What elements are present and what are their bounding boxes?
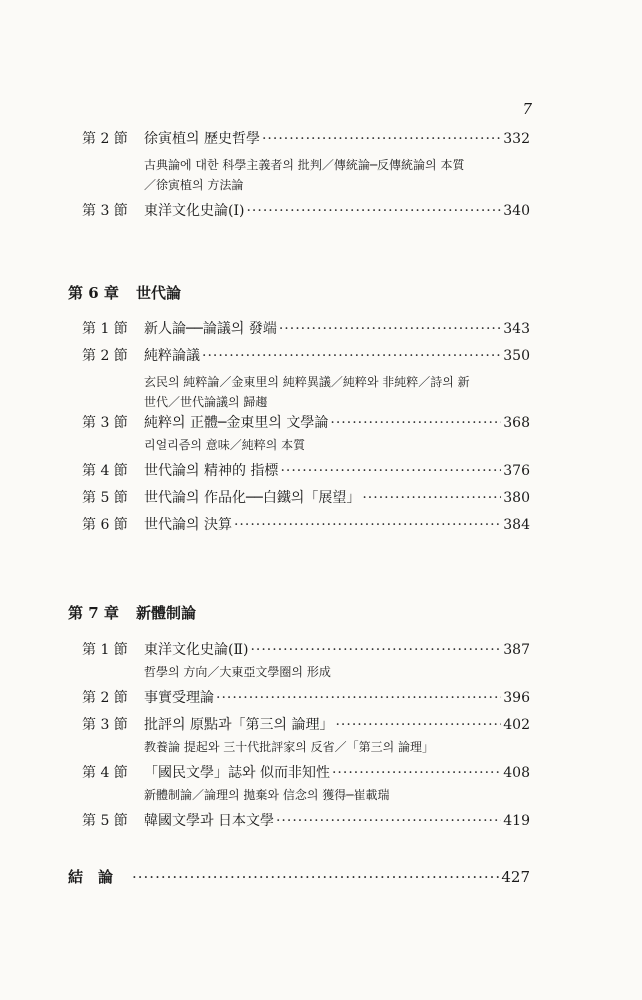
section-page: 408 (503, 765, 530, 781)
section-title: 新人論──論議의 發端 (144, 321, 277, 337)
section-label: 第 2 節 (82, 690, 128, 706)
section-title: 世代論의 精神的 指標 (144, 463, 279, 479)
section-label: 第 2 節 (82, 131, 128, 147)
section-title: 韓國文學과 日本文學 (144, 813, 274, 829)
dot-leader (279, 320, 501, 338)
conclusion-label: 結 論 (68, 868, 114, 886)
dot-leader (332, 764, 501, 782)
chapter-title: 世代論 (136, 284, 182, 302)
toc-entry (82, 347, 530, 365)
toc-entry (82, 812, 530, 830)
section-page: 332 (503, 131, 530, 147)
dot-leader (216, 689, 501, 707)
section-subtopics: 教養論 提起와 三十代批評家의 反省／「第三의 論理」 (144, 740, 435, 754)
section-label: 第 3 節 (82, 717, 128, 733)
section-title: 純粹의 正體─金東里의 文學論 (144, 415, 329, 431)
section-page: 376 (503, 463, 530, 479)
dot-leader (362, 489, 501, 507)
dot-leader (262, 130, 501, 148)
section-label: 第 3 節 (82, 203, 128, 219)
section-label: 第 3 節 (82, 415, 128, 431)
section-label: 第 1 節 (82, 321, 128, 337)
section-title: 「國民文學」誌와 似而非知性 (144, 765, 330, 781)
section-subtopics: 世代／世代論議의 歸趨 (144, 395, 268, 409)
dot-leader (132, 868, 499, 886)
toc-entry (82, 320, 530, 338)
section-title: 世代論의 決算 (144, 517, 232, 533)
section-page: 419 (503, 813, 530, 829)
toc-entry (82, 130, 530, 148)
toc-entry (82, 716, 530, 734)
dot-leader (202, 347, 501, 365)
toc-entry (82, 202, 530, 220)
section-label: 第 6 節 (82, 517, 128, 533)
section-page: 380 (503, 490, 530, 506)
page-number: 7 (522, 100, 532, 118)
toc-entry-conclusion (68, 868, 530, 886)
toc-entry (82, 516, 530, 534)
dot-leader (234, 516, 501, 534)
section-subtopics: 哲學의 方向／大東亞文學圈의 形成 (144, 665, 331, 679)
section-title: 世代論의 作品化──白鐵의「展望」 (144, 490, 361, 506)
section-subtopics: 新體制論／論理의 拋棄와 信念의 獲得─崔載瑞 (144, 788, 390, 802)
dot-leader (250, 641, 501, 659)
section-page: 396 (503, 690, 530, 706)
chapter-title: 新體制論 (136, 604, 197, 622)
toc-entry (82, 764, 530, 782)
section-subtopics: 리얼리즘의 意味／純粹의 本質 (144, 438, 306, 452)
section-subtopics: 玄民의 純粹論／金東里의 純粹異議／純粹와 非純粹／詩의 新 (144, 375, 470, 389)
section-title: 徐寅植의 歷史哲學 (144, 131, 260, 147)
section-title: 純粹論議 (144, 348, 200, 364)
section-page: 387 (503, 642, 530, 658)
section-page: 343 (503, 321, 530, 337)
section-subtopics: 古典論에 대한 科學主義者의 批判／傳統論─反傳統論의 本質 (144, 158, 465, 172)
chapter-label: 第 7 章 (68, 604, 119, 622)
section-label: 第 4 節 (82, 765, 128, 781)
toc-entry (82, 641, 530, 659)
dot-leader (276, 812, 501, 830)
section-label: 第 5 節 (82, 490, 128, 506)
dot-leader (246, 202, 501, 220)
section-label: 第 2 節 (82, 348, 128, 364)
section-title: 事實受理論 (144, 690, 214, 706)
chapter-heading (68, 602, 196, 623)
section-label: 第 1 節 (82, 642, 128, 658)
section-label: 第 5 節 (82, 813, 128, 829)
section-page: 368 (503, 415, 530, 431)
section-page: 402 (503, 717, 530, 733)
section-page: 350 (503, 348, 530, 364)
toc-entry (82, 689, 530, 707)
section-subtopics: ／徐寅植의 方法論 (144, 178, 244, 192)
section-title: 東洋文化史論(Ⅱ) (144, 642, 249, 658)
section-page: 384 (503, 517, 530, 533)
section-label: 第 4 節 (82, 463, 128, 479)
conclusion-page: 427 (501, 868, 530, 886)
toc-entry (82, 462, 530, 480)
toc-entry (82, 414, 530, 432)
dot-leader (330, 414, 501, 432)
dot-leader (335, 716, 501, 734)
section-title: 東洋文化史論(Ⅰ) (144, 203, 245, 219)
chapter-heading (68, 282, 181, 303)
chapter-label: 第 6 章 (68, 284, 119, 302)
section-page: 340 (503, 203, 530, 219)
section-title: 批評의 原點과「第三의 論理」 (144, 717, 334, 733)
dot-leader (280, 462, 501, 480)
toc-entry (82, 489, 530, 507)
